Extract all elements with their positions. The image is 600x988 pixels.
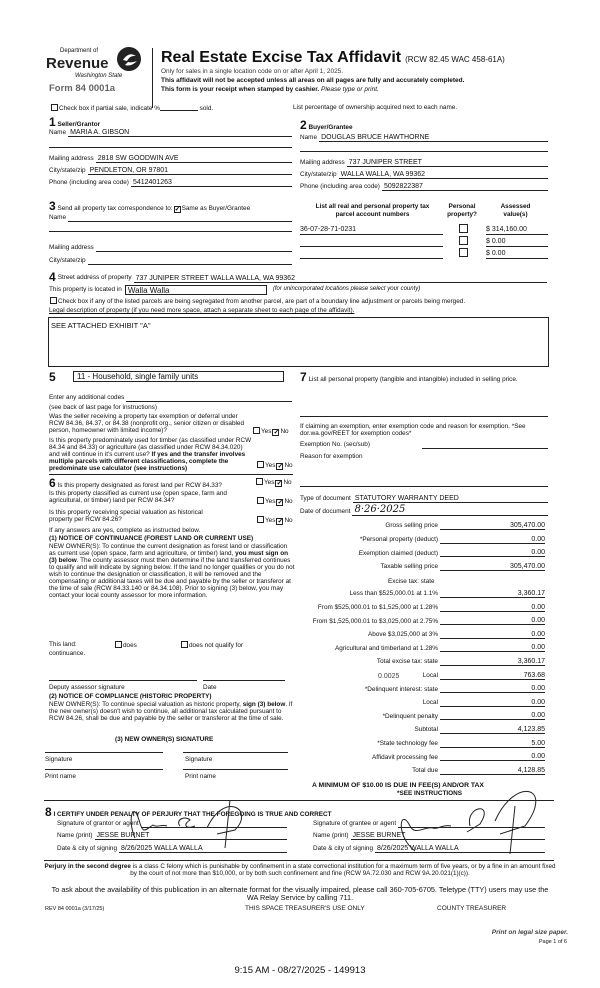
tax-row-label: *Personal property (deduct) (359, 535, 438, 543)
assessed-value-field[interactable]: $ 314,160.00 (486, 226, 548, 235)
no-checkbox[interactable]: ✓ (276, 480, 283, 487)
land-use-code-select[interactable]: 11 - Household, single family units (73, 371, 284, 382)
tax-row (300, 767, 545, 775)
tax-row-value[interactable]: 3,360.17 (440, 658, 545, 666)
deputy-date-line[interactable] (203, 680, 285, 681)
personal-property-checkbox[interactable] (459, 236, 468, 245)
buyer-mailing-field[interactable]: Mailing address 737 JUNIPER STREET (300, 159, 548, 167)
tax-row-value[interactable]: 305,470.00 (440, 563, 545, 571)
grantor-signature-image (125, 790, 265, 850)
located-in-row: This property is located in Walla Walla (for unincorporated locations please select your county) (49, 286, 421, 295)
tax-row (300, 699, 545, 707)
tax-row-value[interactable]: 763.68 (440, 672, 545, 680)
grantor-name-field[interactable]: Name (print) JESSE BURNET (57, 832, 287, 840)
tax-row (300, 549, 545, 557)
personal-header: Personal property? (447, 203, 477, 218)
partial-sale: Check box if partial sale, indicate % sold. (50, 104, 213, 113)
additional-codes-field[interactable]: Enter any additional codes (49, 394, 292, 402)
tax-row (300, 672, 545, 680)
grantor-signature-field[interactable]: Signature of grantor or agent (57, 820, 287, 828)
street-address-field[interactable]: 4 Street address of property 737 JUNIPER STREET WALLA WALLA, WA 99362 (49, 271, 547, 283)
tax-row (300, 685, 545, 693)
tax-row-value[interactable]: 0.00 (440, 685, 545, 693)
tax-row-value[interactable]: 305,470.00 (440, 522, 545, 530)
notice-continuance-text: NEW OWNER(S): To continue the current designation as forest land or classification as current use (open space, farm and agriculture, or timber) land, you must sign on (3) below. The county assessor must then determine if the land transferred continues to qualify and will indicate by signing below. If the land no longer qualifies or you do not wish to continue the designation or classification, it will be removed and the compensating or additional taxes will be due and payable by the seller or transferor at the time of sale (RCW 84.33.140 or 84.34.108). Prior to signing (3) below, you may contact your local county assessor for more information. (49, 543, 295, 600)
exemption-no-field[interactable]: Exemption No. (sec/sub) (300, 441, 548, 449)
tax-row (300, 644, 545, 652)
seller-name-line2[interactable] (49, 147, 292, 148)
new-owner-signature-2[interactable] (183, 752, 288, 753)
yes-checkbox[interactable] (253, 427, 260, 434)
tax-row (300, 617, 545, 625)
no-checkbox[interactable]: ✓ (273, 429, 280, 436)
location-select[interactable]: Walla Walla (125, 285, 267, 295)
tax-row-value[interactable]: 0.00 (440, 712, 545, 720)
yes-checkbox[interactable] (257, 516, 264, 523)
seller-city-field[interactable]: City/state/zip PENDLETON, OR 97801 (49, 167, 292, 175)
tax-row (300, 726, 545, 734)
yes-checkbox[interactable] (256, 478, 263, 485)
seller-phone-field[interactable]: Phone (including area code) 5412401263 (49, 179, 292, 187)
dor-logo: Department of Revenue Washington State Form 84 0001a (40, 46, 145, 108)
document-date-field[interactable]: Date of document 8·26·2025 (300, 505, 548, 516)
tax-row-label: *Delinquent interest: state (364, 685, 438, 693)
yes-checkbox[interactable] (257, 461, 264, 468)
no-checkbox[interactable]: ✓ (277, 499, 284, 506)
tax-row (300, 740, 545, 748)
tax-row-label: Total excise tax: state (376, 658, 438, 666)
document-type-field[interactable]: Type of document STATUTORY WARRANTY DEED (300, 495, 548, 503)
tax-row (300, 712, 545, 720)
buyer-phone-field[interactable]: Phone (including area code) 5092822387 (300, 183, 548, 191)
segregated-row: Check box if any of the listed parcels are being segregated from another parcel, are part of a boundary line adjustment or parcels being merged. (49, 297, 465, 306)
tax-row-value[interactable]: 0.00 (440, 536, 545, 544)
same-as-buyer-checkbox[interactable]: ✓ (174, 206, 181, 213)
tax-row (300, 563, 545, 571)
deputy-signature-line[interactable] (49, 680, 197, 681)
parcel-header: List all real and personal property tax parcel account numbers (315, 203, 430, 218)
legal-description-field[interactable]: SEE ATTACHED EXHIBIT "A" (48, 317, 549, 367)
q-current-use-yes-no: Yes ✓No (256, 497, 293, 506)
parcel-number-field[interactable] (300, 250, 443, 259)
new-owner-print-name-2[interactable] (183, 769, 288, 770)
tax-row-label: Taxable selling price (380, 563, 438, 571)
no-checkbox[interactable]: ✓ (277, 463, 284, 470)
yes-checkbox[interactable] (257, 497, 264, 504)
tax-row-value[interactable]: 5.00 (440, 740, 545, 748)
partial-percent-field[interactable] (160, 110, 198, 111)
correspondence-city-field[interactable]: City/state/zip (49, 257, 292, 265)
buyer-name-line2[interactable] (300, 151, 548, 152)
form-title: Real Estate Excise Tax Affidavit (RCW 82.45 WAC 458-61A) (161, 49, 505, 66)
q-timber-yes-no: Yes ✓No (256, 461, 293, 470)
grantor-date-city-field[interactable]: Date & city of signing 8/26/2025 WALLA WALLA (57, 845, 287, 853)
tax-row-value[interactable]: 4,123.85 (440, 726, 545, 734)
tax-row-value[interactable]: 0.00 (440, 631, 545, 639)
grantee-signature-image (385, 776, 545, 856)
certify-heading: 8 I CERTIFY UNDER PENALTY OF PERJURY THAT THE FOREGOING IS TRUE AND CORRECT (45, 805, 332, 819)
tax-row-value[interactable]: 0.00 (440, 604, 545, 612)
buyer-name-field[interactable]: Name DOUGLAS BRUCE HAWTHORNE (300, 134, 548, 142)
tax-row-label: Less than $525,000.01 at 1.1% (349, 590, 438, 598)
grantee-date-city-field[interactable]: Date & city of signing 8/26/2025 WALLA WALLA (313, 845, 545, 853)
q-historic-yes-no: Yes ✓No (256, 516, 293, 525)
personal-property-label: 7 List all personal property (tangible and intangible) included in selling price. (300, 370, 518, 384)
tax-row-label: *Delinquent penalty (382, 712, 438, 720)
assessed-value-field[interactable]: $ 0.00 (486, 250, 548, 259)
q-forest-yes-no: Yes ✓No (255, 478, 292, 487)
correspondence-name-field[interactable]: Name (49, 214, 292, 222)
tax-row-label: Total due (412, 767, 438, 775)
tax-row (300, 658, 545, 666)
does-not-checkbox[interactable] (181, 641, 188, 648)
tax-row-label: Subtotal (414, 726, 438, 734)
tax-row-value[interactable]: 4,128.85 (440, 767, 545, 775)
tax-row-value[interactable]: 0.00 (440, 549, 545, 557)
notice-compliance-text: NEW OWNER(S): To continue special valuation as historic property, sign (3) below. If the new owner(s) doesn't wish to continue, all additional tax calculated pursuant to RCW 84.26, shall be due and payable by the seller or transferor at the time of sale. (49, 701, 293, 723)
seller-heading: 1 Seller/Grantor (49, 115, 101, 129)
tax-row (300, 604, 545, 612)
header-divider (152, 48, 153, 108)
partial-sale-checkbox[interactable] (51, 104, 58, 111)
tax-row-value[interactable]: 3,360.17 (440, 590, 545, 598)
tax-row-label: Affidavit processing fee (372, 753, 438, 761)
new-owner-signature-1[interactable] (45, 752, 163, 753)
tax-row (300, 753, 545, 761)
buyer-city-field[interactable]: City/state/zip WALLA WALLA, WA 99362 (300, 171, 548, 179)
tax-row-value[interactable]: 0.00 (440, 753, 545, 761)
does-not-option: does not qualify for (180, 641, 243, 650)
tax-row-label: From $1,525,000.01 to $3,025,000 at 2.75% (312, 617, 438, 625)
tax-row-label: Local (422, 699, 438, 707)
tax-row-value[interactable]: 0.00 (440, 617, 545, 625)
grantee-signature-field[interactable]: Signature of grantee or agent (313, 820, 545, 828)
tax-row-label: Above $3,025,000 at 3% (368, 631, 438, 639)
personal-property-field[interactable] (300, 416, 548, 417)
no-checkbox[interactable]: ✓ (277, 518, 284, 525)
personal-property-checkbox[interactable] (459, 224, 468, 233)
buyer-heading: 2 Buyer/Grantee (300, 118, 353, 132)
q-forest: 6 Is this property designated as forest land per RCW 84.33? (49, 476, 222, 490)
parcel-number-field[interactable] (300, 238, 443, 247)
segregated-checkbox[interactable] (50, 297, 57, 304)
receipt-note: This form is your receipt when stamped by cashier. Please type or print. (161, 86, 379, 93)
does-checkbox[interactable] (115, 641, 122, 648)
assessed-header: Assessed value(s) (500, 203, 531, 218)
dor-swirl-icon (116, 46, 142, 72)
correspondence-mailing-field[interactable]: Mailing address (49, 244, 292, 252)
exemption-reason-field[interactable] (300, 486, 548, 487)
tax-row (300, 590, 545, 598)
personal-property-checkbox[interactable] (459, 248, 468, 257)
grantee-name-field[interactable]: Name (print) JESSE BURNET (313, 832, 545, 840)
divider (49, 474, 293, 475)
tax-row (300, 522, 545, 530)
tax-row-label: Local (422, 671, 438, 679)
tax-row-label: From $525,000.01 to $1,525,000 at 1.28% (317, 603, 438, 611)
does-option: does (114, 641, 137, 650)
q-timber: Is this property predominately used for timber (as classified under RCW 84.34 and 84.33) or agriculture (as classified under RCW 84.34.020) and will continue in it's current use? If yes and the transfer involves multiple parcels with different classifications, complete the predominate use calculator (see instructions) (49, 437, 252, 473)
tax-row (300, 536, 545, 544)
new-owner-print-name-1[interactable] (45, 769, 163, 770)
tax-row-label: *State technology fee (377, 739, 438, 747)
seller-name-field[interactable]: Name MARIA A. GIBSON (49, 129, 292, 137)
tax-row-value[interactable]: 0.00 (440, 699, 545, 707)
parcel-number-field[interactable]: 36-07-28-71-0231 (300, 226, 443, 235)
tax-row (300, 631, 545, 639)
assessed-value-field[interactable]: $ 0.00 (486, 238, 548, 247)
q-exemption-yes-no: Yes ✓No (252, 427, 289, 436)
tax-row-label: Exemption claimed (deduct) (358, 549, 438, 557)
correspondence-heading: 3 Send all property tax correspondence to: ✓Same as Buyer/Grantee (49, 199, 251, 213)
tax-row-value[interactable]: 0.00 (440, 644, 545, 652)
correspondence-name-line2[interactable] (49, 231, 292, 232)
tax-row-label: Agricultural and timberland at 1.28% (334, 644, 438, 652)
perjury-notice: Perjury in the second degree is a class C felony which is punishable by confinement in a state correctional institution for a maximum term of five years, or by a fine in an amount fixed by the court of not more than $10,000, or by both such confinement and fine (RCW 9A.72.030 and RCW 9A.20.021(1)(c)). (44, 863, 556, 877)
seller-mailing-field[interactable]: Mailing address 2818 SW GOODWIN AVE (49, 155, 292, 163)
divider (44, 860, 554, 861)
tax-row-label: Gross selling price (385, 522, 438, 530)
